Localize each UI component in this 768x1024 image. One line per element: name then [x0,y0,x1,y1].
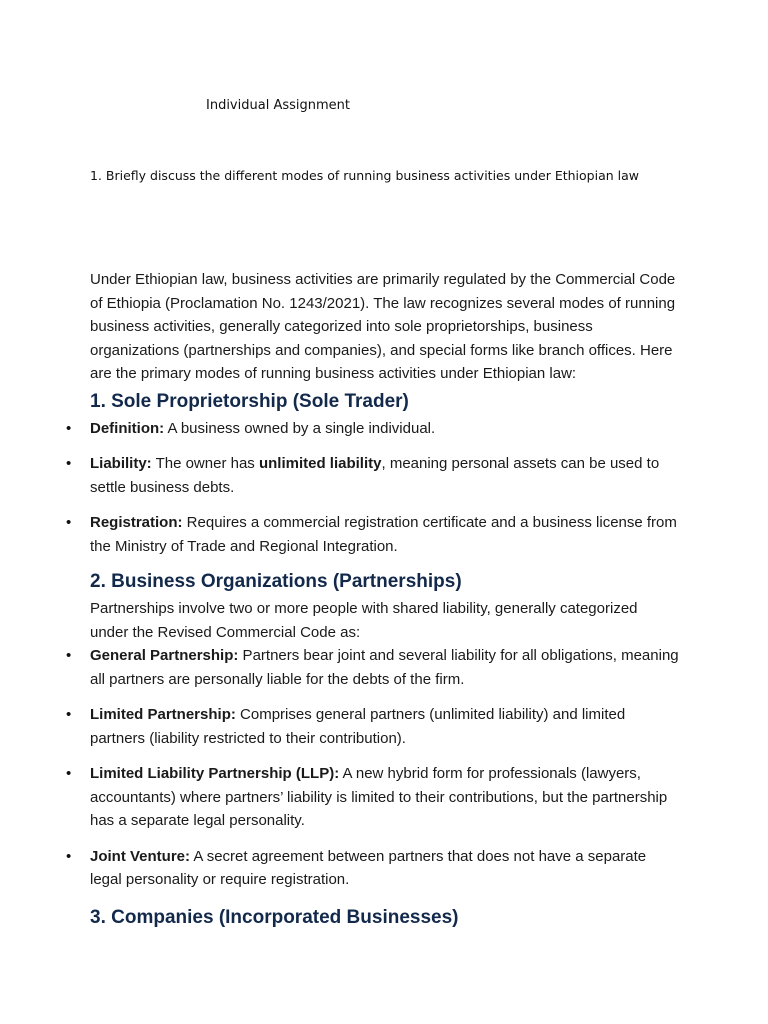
list-item-joint-venture [90,845,680,892]
item-text: Partners bear joint and several liability for all obligations, meaning all partners are personally liable for the debts of the firm. [90,647,679,688]
liability-text-post: , meaning personal assets can be used to settle business debts. [90,455,660,496]
liability-text-pre: The owner has [151,455,259,472]
answer-body [90,268,680,930]
partnerships-intro: Partnerships involve two or more people with shared liability, generally categorized under the Revised Commercial Code as: [90,600,638,641]
item-label: Joint Venture: [90,847,191,865]
list-item-limited-partnership [90,703,680,750]
list-item-general-partnership [90,644,680,691]
section-heading-sole-proprietorship: 1. Sole Proprietorship (Sole Trader) [90,390,409,412]
section-heading-companies: 3. Companies (Incorporated Businesses) [90,906,459,928]
list-item-liability [90,452,680,499]
item-text: A secret agreement between partners that does not have a separate legal personality or require registration. [90,847,647,888]
registration-text: Requires a commercial registration certificate and a business license from the Ministry of Trade and Regional Integration. [90,514,677,555]
section-heading-partnerships: 2. Business Organizations (Partnerships) [90,571,462,592]
item-text: A new hybrid form for professionals (lawyers, accountants) where partners’ liability is limited to their contributions, but the partnership has a separate legal personality. [90,765,668,829]
partnerships-list [90,644,680,892]
sole-proprietorship-list [90,417,680,559]
list-item-llp [90,762,680,833]
question-text: 1. Briefly discuss the different modes of running business activities under Ethiopian law [90,168,639,183]
intro-paragraph: Under Ethiopian law, business activities are primarily regulated by the Commercial Code of Ethiopia (Proclamation No. 1243/2021). The law recognizes several modes of running business activities, generally categorized into sole proprietorships, business organizations (partnerships and companies), and special forms like branch offices. Here are the primary modes of running business activities under Ethiopian law: [90,271,676,382]
item-label: Limited Liability Partnership (LLP): [90,765,340,782]
item-label: Limited Partnership: [90,706,236,723]
definition-label: Definition: [90,419,165,437]
registration-label: Registration: [90,514,183,531]
definition-text: A business owned by a single individual. [164,419,436,437]
list-item-registration [90,511,680,558]
liability-label: Liability: [90,455,152,472]
item-text: Comprises general partners (unlimited liability) and limited partners (liability restricted to their contribution). [90,706,626,747]
list-item-definition [90,417,680,441]
assignment-title: Individual Assignment [206,98,350,113]
item-label: General Partnership: [90,647,239,664]
liability-emphasis: unlimited liability [258,455,382,472]
